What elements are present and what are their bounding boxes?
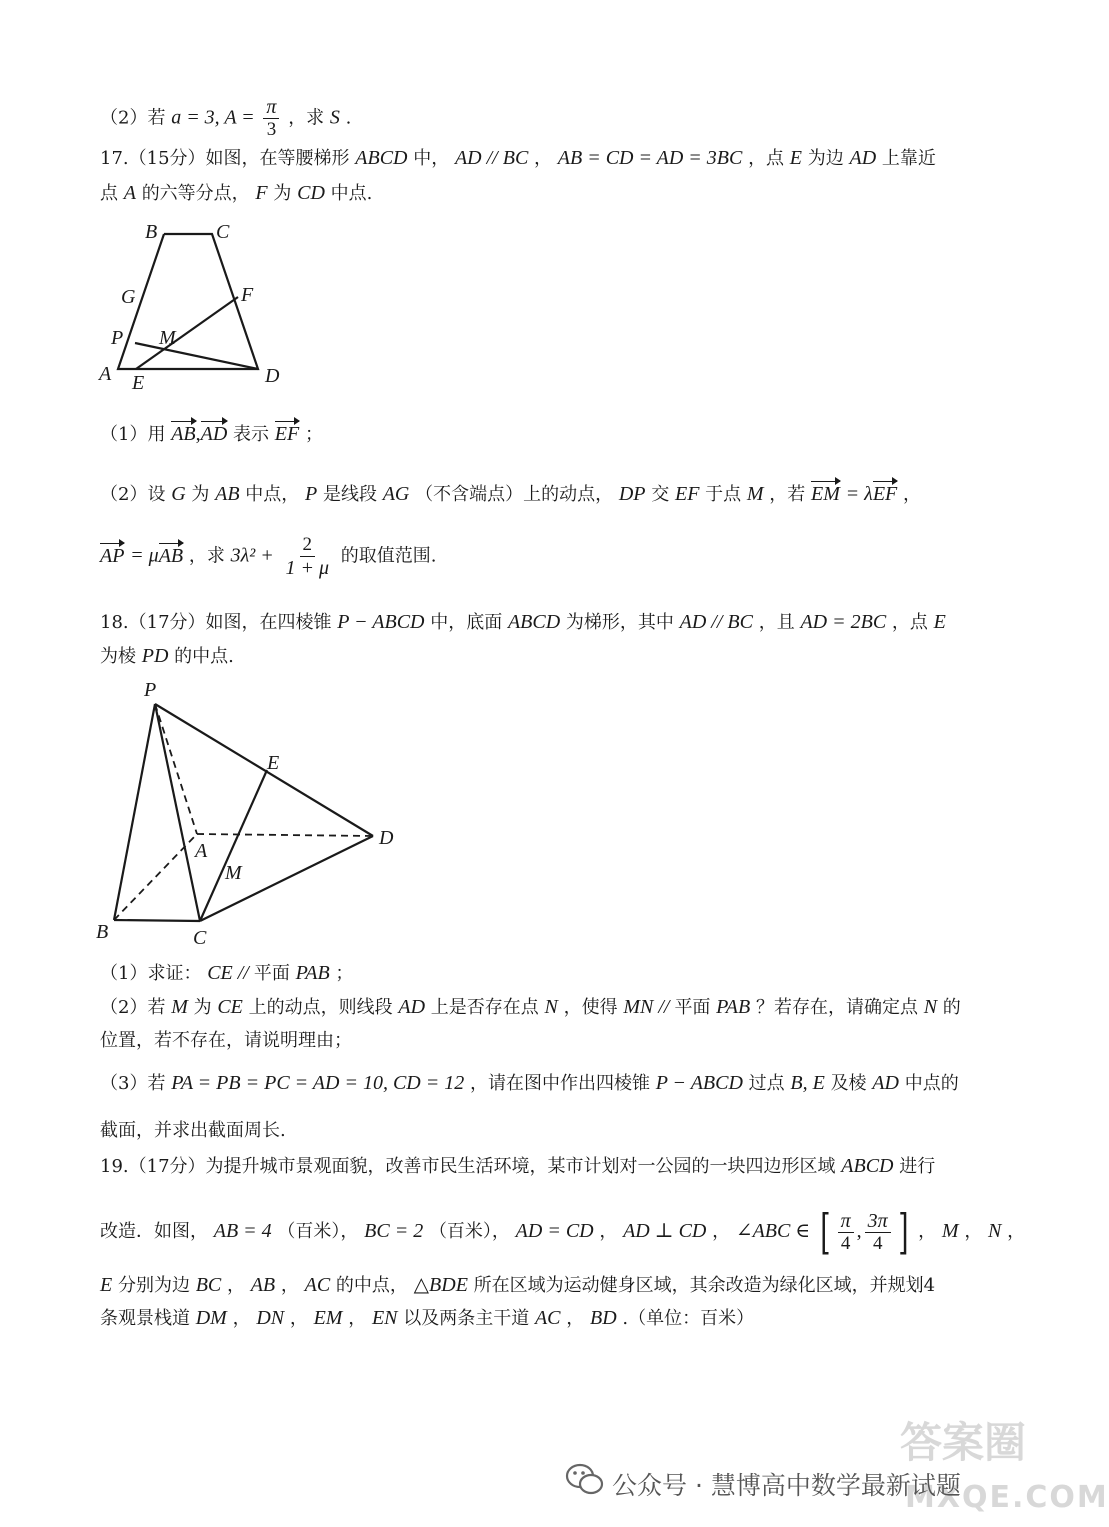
text: ， (1007, 1221, 1026, 1242)
text: 为边 (807, 148, 844, 169)
q17-part2-line2 (100, 534, 437, 579)
text: ，求 (188, 545, 225, 567)
q16-part2 (100, 96, 351, 141)
var-PABCD: P − ABCD (337, 611, 425, 633)
var-ABCD: ABCD (841, 1155, 894, 1177)
equality-expr: AD = 2BC (800, 611, 887, 633)
text: ？若存在，请确定点 (755, 997, 918, 1018)
fraction-numerator: π (263, 96, 279, 119)
text: 交 (651, 484, 670, 505)
watermark-logo: 答案圈 (900, 1418, 1027, 1467)
text: （1）求证： (100, 963, 202, 984)
q16-part2-label: （2）若 (100, 107, 166, 129)
text: ， (566, 1308, 585, 1329)
fraction-numerator: π (838, 1210, 854, 1233)
var-PAB: PAB (295, 962, 330, 984)
var-G: G (171, 483, 186, 505)
label-A: A (195, 840, 208, 862)
var-CD: CD (297, 182, 325, 204)
label-C: C (193, 927, 207, 949)
triangle-BDE: △BDE (413, 1274, 468, 1296)
var-BC: BC (195, 1274, 222, 1296)
parallel-expr: CE // (207, 962, 254, 984)
text: ， (534, 148, 553, 169)
q19-head: 19.（17分）为提升城市景观面貌，改善市民生活环境，某市计划对一公园的一块四边形区域 (100, 1156, 836, 1177)
q18-part2-line1 (100, 994, 961, 1021)
text: （百米）， (277, 1221, 359, 1242)
watermark-text: 公众号 · 慧博高中数学最新试题 (612, 1471, 961, 1500)
q18-head: 18.（17分）如图，在四棱锥 (100, 612, 332, 633)
q18-part2-line2 (100, 1028, 352, 1054)
var-N: N (988, 1220, 1002, 1242)
text: ， (964, 1221, 983, 1242)
var-PABCD: P − ABCD (655, 1072, 743, 1094)
text: ； (304, 424, 323, 445)
var-PD: PD (141, 645, 169, 667)
parallel-expr: AD // BC (454, 147, 529, 169)
text: 中，底面 (430, 612, 503, 633)
two-over-one-plus-mu (283, 534, 333, 579)
var-PAB: PAB (716, 996, 751, 1018)
comma: , (856, 1220, 862, 1242)
label-M: M (159, 327, 176, 349)
comma: , (195, 423, 201, 445)
var-E: E (933, 611, 946, 633)
var-N: N (544, 996, 558, 1018)
text: ， (918, 1221, 937, 1242)
text: 中点. (330, 183, 373, 204)
vector-EF: EF (872, 483, 898, 505)
q19-stem-line4 (100, 1305, 754, 1332)
var-M: M (941, 1220, 959, 1242)
text: 于点 (705, 484, 742, 505)
label-B: B (145, 221, 158, 243)
q17-stem-line2 (100, 180, 372, 207)
text: = λ (845, 483, 873, 505)
var-AC: AC (304, 1274, 331, 1296)
var-AD: AD (872, 1072, 899, 1094)
text: ，使得 (563, 997, 618, 1018)
vector-EF: EF (274, 423, 300, 445)
text: 的中点. (174, 646, 234, 667)
vector-AB: AB (171, 423, 196, 445)
text: （2）设 (100, 484, 166, 505)
text: （1）用 (100, 424, 166, 445)
vector-AB: AB (158, 544, 184, 567)
var-F: F (255, 182, 268, 204)
q18-stem-line2 (100, 643, 234, 670)
var-BE: B, E (790, 1072, 825, 1094)
period: . (345, 107, 352, 129)
q17-head: 17.（15分）如图，在等腰梯形 (100, 148, 350, 169)
var-AD: AD (398, 996, 426, 1018)
text: （不含端点）上的动点， (415, 484, 614, 505)
text: 条观景栈道 (100, 1308, 190, 1329)
text: 为 (273, 183, 292, 204)
q19-stem-line2 (100, 1204, 1026, 1260)
trapezoid-figure (95, 212, 295, 397)
text: ， (289, 1308, 308, 1329)
label-P: P (144, 679, 157, 701)
text: ； (335, 963, 354, 984)
var-DP: DP (618, 483, 646, 505)
q18-part3-line1 (100, 1070, 959, 1097)
var-DM: DM (195, 1307, 227, 1329)
label-E: E (267, 752, 280, 774)
text: .（单位：百米） (622, 1308, 755, 1329)
text: 改造．如图， (100, 1221, 208, 1242)
left-bracket: [ (820, 1204, 831, 1260)
q18-part1 (100, 960, 353, 987)
text: 中点的 (904, 1073, 959, 1094)
text: 上靠近 (881, 148, 936, 169)
text: 为 (193, 997, 212, 1018)
text: 位置，若不存在，请说明理由； (100, 1030, 352, 1051)
label-D: D (265, 365, 280, 387)
text: 为梯形，其中 (565, 612, 674, 633)
var-DN: DN (256, 1307, 285, 1329)
text: ，请在图中作出四棱锥 (469, 1073, 650, 1094)
text: 所在区域为运动健身区域，其余改造为绿化区域，并规划4 (473, 1275, 936, 1296)
text: ，点 (891, 612, 928, 633)
var-A: A (123, 182, 136, 204)
var-AD: AD (849, 147, 877, 169)
text: ， (280, 1275, 299, 1296)
vector-AD: AD (200, 423, 228, 445)
expr-perp: AD ⊥ CD (623, 1220, 707, 1242)
var-CE: CE (217, 996, 243, 1018)
label-A: A (99, 363, 112, 385)
equality-expr: PA = PB = PC = AD = 10, CD = 12 (171, 1072, 465, 1094)
q16-part2-tail: ，求 (288, 107, 325, 129)
text: 为 (191, 484, 210, 505)
q18-part3-line2 (100, 1118, 286, 1144)
text: 中， (413, 148, 450, 169)
fraction-numerator: 3π (865, 1210, 891, 1233)
right-bracket: ] (897, 1204, 909, 1260)
text: = μ (130, 544, 159, 567)
q17-stem-line1 (100, 145, 936, 172)
var-M: M (171, 996, 188, 1018)
text: 是线段 (322, 484, 377, 505)
wechat-icon (565, 1462, 605, 1498)
q17-part1 (100, 421, 323, 448)
text: 过点 (748, 1073, 785, 1094)
var-AG: AG (382, 483, 410, 505)
parallel-expr: AD // BC (679, 611, 753, 633)
pyramid-figure (92, 676, 402, 951)
pi-over-3-fraction (263, 96, 279, 141)
text: （百米）， (428, 1221, 510, 1242)
parallel-expr: MN // (623, 996, 675, 1018)
text: 平面 (253, 963, 290, 984)
label-E: E (132, 372, 145, 394)
text: ，且 (758, 612, 795, 633)
expr-angle: ∠ABC ∈ (735, 1220, 811, 1242)
text: ， (712, 1221, 731, 1242)
var-P: P (305, 483, 318, 505)
3pi-over-4-fraction (865, 1210, 891, 1255)
expr-AB: AB = 4 (213, 1220, 272, 1242)
pi-over-4-fraction (838, 1210, 854, 1255)
text: 中点， (245, 484, 300, 505)
text: 表示 (233, 424, 270, 445)
label-F: F (241, 284, 254, 306)
text: 的六等分点， (141, 183, 250, 204)
expr-AD-CD: AD = CD (515, 1220, 594, 1242)
vector-AP: AP (100, 544, 125, 567)
fraction-denominator: 1 + μ (285, 557, 330, 579)
var-ABCD: ABCD (507, 611, 561, 633)
q16-part2-condition: a = 3, A = (171, 106, 255, 129)
var-E: E (789, 147, 803, 169)
label-B: B (96, 921, 109, 943)
var-S: S (329, 106, 340, 129)
fraction-denominator: 4 (840, 1232, 851, 1254)
text: ， (232, 1308, 251, 1329)
text: （2）若 (100, 997, 166, 1018)
text: 以及两条主干道 (403, 1308, 530, 1329)
text: 上是否存在点 (430, 997, 539, 1018)
fraction-numerator: 2 (300, 534, 316, 557)
q17-part2-line1 (100, 481, 921, 508)
expression: 3λ² + (230, 544, 274, 567)
text: 分别为边 (117, 1275, 190, 1296)
var-AB: AB (250, 1274, 276, 1296)
var-M: M (746, 483, 764, 505)
label-P: P (111, 327, 124, 349)
text: 点 (100, 183, 118, 204)
q18-stem-line1 (100, 609, 946, 636)
expr-BC: BC = 2 (364, 1220, 424, 1242)
q19-stem-line3 (100, 1272, 935, 1299)
text: 上的动点，则线段 (248, 997, 393, 1018)
text: 为棱 (100, 646, 136, 667)
var-EN: EN (371, 1307, 398, 1329)
text: 的中点， (335, 1275, 408, 1296)
q19-stem-line1 (100, 1153, 935, 1180)
label-G: G (121, 286, 136, 308)
var-EM: EM (313, 1307, 343, 1329)
label-C: C (216, 221, 230, 243)
text: ，点 (748, 148, 785, 169)
label-D: D (379, 827, 394, 849)
text: ， (903, 484, 921, 505)
text: 截面，并求出截面周长. (100, 1120, 286, 1141)
text: 的 (942, 997, 961, 1018)
var-E: E (100, 1274, 113, 1296)
var-EF: EF (674, 483, 700, 505)
watermark-site: MXQE.COM (905, 1480, 1109, 1515)
text: ， (599, 1221, 618, 1242)
fraction-denominator: 4 (872, 1232, 883, 1254)
fraction-denominator: 3 (266, 119, 277, 140)
text: 平面 (674, 997, 711, 1018)
text: 进行 (899, 1156, 936, 1177)
text: ， (226, 1275, 245, 1296)
text: 及棱 (830, 1073, 867, 1094)
var-BD: BD (590, 1307, 617, 1329)
var-N: N (923, 996, 938, 1018)
text: （3）若 (100, 1073, 166, 1094)
var-AB: AB (215, 483, 240, 505)
label-M: M (225, 862, 242, 884)
var-AC: AC (534, 1307, 561, 1329)
text: ，若 (769, 484, 806, 505)
text: ， (348, 1308, 367, 1329)
equality-expr: AB = CD = AD = 3BC (557, 147, 743, 169)
var-ABCD: ABCD (355, 147, 408, 169)
vector-EM: EM (811, 483, 840, 505)
text: 的取值范围. (340, 545, 437, 567)
